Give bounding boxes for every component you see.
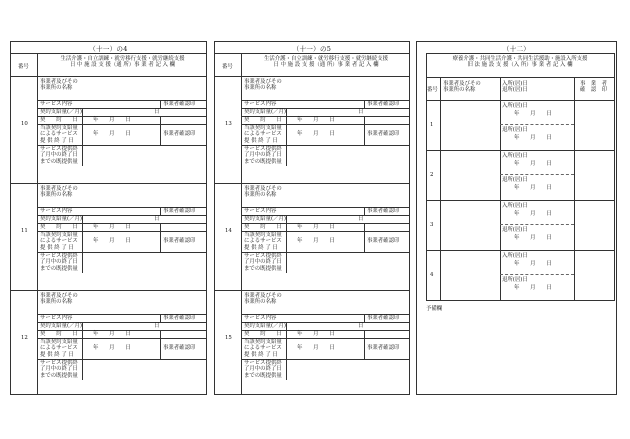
rule-line bbox=[160, 314, 161, 322]
row-number: 15 bbox=[225, 335, 232, 341]
right-panel bbox=[416, 41, 617, 395]
confirm-label: 事業者確認印 bbox=[163, 238, 196, 244]
rule-line bbox=[286, 108, 287, 116]
rule-line bbox=[214, 76, 410, 77]
day-unit: 日 bbox=[358, 109, 364, 115]
entry-in-label: 入所(居)日 bbox=[502, 253, 528, 259]
rule-line bbox=[286, 252, 287, 273]
entry-out-label: 退所(居)日 bbox=[502, 277, 528, 283]
service-label: サービス内容 bbox=[244, 315, 277, 321]
end-date-value: 年 月 日 bbox=[297, 238, 335, 244]
right-col-provider: 事業者及びその 事業所の名称 bbox=[443, 81, 481, 94]
contract-date-label: 契 約 日 bbox=[244, 224, 282, 230]
day-unit: 日 bbox=[358, 216, 364, 222]
rule-line bbox=[364, 223, 365, 231]
rule-line bbox=[160, 100, 161, 108]
confirm-label: 事業者確認印 bbox=[367, 238, 400, 244]
dashed-divider bbox=[500, 224, 574, 225]
contract-date-value: 年 月 日 bbox=[297, 117, 335, 123]
rule-line bbox=[364, 314, 365, 322]
rule-line bbox=[160, 330, 161, 338]
rule-line bbox=[440, 77, 441, 301]
left-panel-subtitle: （十一）の4 bbox=[89, 45, 128, 53]
rule-line bbox=[10, 76, 207, 77]
col-number-header: 番号 bbox=[18, 64, 29, 70]
rule-line bbox=[500, 77, 501, 301]
rule-line bbox=[160, 338, 161, 359]
entry-in-label: 入所(居)日 bbox=[502, 203, 528, 209]
rule-line bbox=[286, 322, 287, 330]
confirm-label: 事業者確認印 bbox=[163, 101, 196, 107]
row-number: 11 bbox=[21, 228, 28, 234]
row-number: 10 bbox=[21, 121, 28, 127]
rule-line bbox=[286, 223, 287, 231]
right-row-number: 1 bbox=[430, 122, 434, 128]
rule-line bbox=[574, 77, 575, 301]
right-row-number: 4 bbox=[430, 272, 434, 278]
middle-panel-subtitle: （十一）の5 bbox=[292, 45, 332, 53]
rule-line bbox=[82, 252, 83, 273]
rule-line bbox=[82, 108, 83, 116]
confirm-label: 事業者確認印 bbox=[367, 101, 400, 107]
provider-label: 事業者及びその 事業所の名称 bbox=[40, 186, 78, 199]
entry-in-label: 入所(居)日 bbox=[502, 103, 528, 109]
column-header: 生活介護・自立訓練・就労移行支援・就労継続支援 日 中 施 設 支 援（通 所）事 業 者 記 入 欄 bbox=[264, 56, 388, 69]
right-col-dates: 入所(居)日 退所(居)日 bbox=[502, 81, 528, 94]
right-row-number: 3 bbox=[430, 222, 434, 228]
row-number: 14 bbox=[225, 228, 232, 234]
entry-in-date: 年 月 日 bbox=[514, 111, 552, 117]
contract-date-label: 契 約 日 bbox=[244, 117, 282, 123]
confirm-label: 事業者確認印 bbox=[367, 345, 400, 351]
end-date-value: 年 月 日 bbox=[297, 131, 335, 137]
rule-line bbox=[364, 100, 365, 108]
end-date-value: 年 月 日 bbox=[93, 131, 131, 137]
entry-out-label: 退所(居)日 bbox=[502, 177, 528, 183]
rule-line bbox=[10, 183, 207, 184]
service-label: サービス内容 bbox=[244, 208, 277, 214]
rule-line bbox=[214, 183, 410, 184]
col-number-header: 番号 bbox=[222, 64, 233, 70]
contract-amount-label: 契約支給量(／月) bbox=[244, 109, 286, 115]
contract-date-label: 契 約 日 bbox=[40, 331, 78, 337]
used-amount-label: サービス提供終 了月中の終了日 までの既提供量 bbox=[40, 360, 78, 379]
day-unit: 日 bbox=[154, 323, 160, 329]
confirm-label: 事業者確認印 bbox=[367, 208, 400, 214]
contract-date-value: 年 月 日 bbox=[93, 117, 131, 123]
rule-line bbox=[426, 77, 614, 78]
contract-date-label: 契 約 日 bbox=[40, 224, 78, 230]
rule-line bbox=[160, 124, 161, 145]
confirm-label: 事業者確認印 bbox=[367, 131, 400, 137]
service-label: サービス内容 bbox=[40, 208, 73, 214]
contract-amount-label: 契約支給量(／月) bbox=[40, 109, 82, 115]
rule-line bbox=[37, 53, 38, 395]
rule-line bbox=[82, 338, 83, 359]
rule-line bbox=[82, 124, 83, 145]
entry-in-date: 年 月 日 bbox=[514, 211, 552, 217]
rule-line bbox=[82, 231, 83, 252]
contract-date-value: 年 月 日 bbox=[93, 224, 131, 230]
service-label: サービス内容 bbox=[244, 101, 277, 107]
end-date-value: 年 月 日 bbox=[93, 345, 131, 351]
rule-line bbox=[286, 231, 287, 252]
rule-line bbox=[286, 124, 287, 145]
right-row-number: 2 bbox=[430, 172, 434, 178]
confirm-label: 事業者確認印 bbox=[163, 315, 196, 321]
entry-out-date: 年 月 日 bbox=[514, 185, 552, 191]
rule-line bbox=[426, 200, 614, 201]
contract-amount-label: 契約支給量(／月) bbox=[40, 323, 82, 329]
confirm-label: 事業者確認印 bbox=[367, 315, 400, 321]
dashed-divider bbox=[500, 124, 574, 125]
rule-line bbox=[426, 250, 614, 251]
used-amount-label: サービス提供終 了月中の終了日 までの既提供量 bbox=[40, 253, 78, 272]
row-number: 13 bbox=[225, 121, 232, 127]
contract-amount-label: 契約支給量(／月) bbox=[244, 216, 286, 222]
end-date-label: 当該契約支給量 によるサービス 提 供 終 了 日 bbox=[244, 339, 282, 358]
contract-date-value: 年 月 日 bbox=[93, 331, 131, 337]
end-date-value: 年 月 日 bbox=[297, 345, 335, 351]
used-amount-label: サービス提供終 了月中の終了日 までの既提供量 bbox=[40, 146, 78, 165]
day-unit: 日 bbox=[154, 216, 160, 222]
day-unit: 日 bbox=[154, 109, 160, 115]
rule-line bbox=[82, 215, 83, 223]
rule-line bbox=[160, 116, 161, 124]
rule-line bbox=[82, 359, 83, 380]
rule-line bbox=[364, 207, 365, 215]
rule-line bbox=[426, 53, 614, 54]
rule-line bbox=[82, 116, 83, 124]
rule-line bbox=[241, 53, 242, 395]
rule-line bbox=[82, 145, 83, 166]
rule-line bbox=[364, 338, 365, 359]
rule-line bbox=[364, 116, 365, 124]
rule-line bbox=[82, 330, 83, 338]
end-date-label: 当該契約支給量 によるサービス 提 供 終 了 日 bbox=[244, 232, 282, 251]
rule-line bbox=[426, 100, 614, 101]
rule-line bbox=[286, 359, 287, 380]
end-date-label: 当該契約支給量 によるサービス 提 供 終 了 日 bbox=[40, 125, 78, 144]
service-label: サービス内容 bbox=[40, 101, 73, 107]
rule-line bbox=[160, 231, 161, 252]
end-date-value: 年 月 日 bbox=[93, 238, 131, 244]
entry-in-date: 年 月 日 bbox=[514, 161, 552, 167]
used-amount-label: サービス提供終 了月中の終了日 までの既提供量 bbox=[244, 253, 282, 272]
right-column-header: 療養介護・共同生活介護・共同生活援助・施設入所支援 旧 法 施 設 支 援（入 所）事 業 者 記 入 欄 bbox=[452, 56, 588, 69]
rule-line bbox=[214, 53, 410, 54]
end-date-label: 当該契約支給量 によるサービス 提 供 終 了 日 bbox=[40, 339, 78, 358]
end-date-label: 当該契約支給量 によるサービス 提 供 終 了 日 bbox=[244, 125, 282, 144]
confirm-label: 事業者確認印 bbox=[163, 131, 196, 137]
right-col-confirm: 事 業 者 確 認 印 bbox=[580, 81, 607, 94]
entry-out-date: 年 月 日 bbox=[514, 285, 552, 291]
column-header: 生活介護・自立訓練・就労移行支援・就労継続支援 日 中 施 設 支 援（通 所）事 業 者 記 入 欄 bbox=[60, 56, 185, 69]
contract-date-label: 契 約 日 bbox=[244, 331, 282, 337]
rule-line bbox=[10, 53, 207, 54]
entry-out-label: 退所(居)日 bbox=[502, 127, 528, 133]
rule-line bbox=[364, 124, 365, 145]
rule-line bbox=[364, 231, 365, 252]
rule-line bbox=[426, 150, 614, 151]
rule-line bbox=[286, 116, 287, 124]
confirm-label: 事業者確認印 bbox=[163, 345, 196, 351]
rule-line bbox=[286, 215, 287, 223]
dashed-divider bbox=[500, 274, 574, 275]
used-amount-label: サービス提供終 了月中の終了日 までの既提供量 bbox=[244, 146, 282, 165]
entry-out-date: 年 月 日 bbox=[514, 235, 552, 241]
provider-label: 事業者及びその 事業所の名称 bbox=[244, 293, 282, 306]
rule-line bbox=[286, 338, 287, 359]
provider-label: 事業者及びその 事業所の名称 bbox=[40, 293, 78, 306]
contract-date-value: 年 月 日 bbox=[297, 331, 335, 337]
rule-line bbox=[364, 330, 365, 338]
rule-line bbox=[426, 300, 614, 301]
contract-date-value: 年 月 日 bbox=[297, 224, 335, 230]
rule-line bbox=[614, 53, 615, 301]
end-date-label: 当該契約支給量 によるサービス 提 供 終 了 日 bbox=[40, 232, 78, 251]
rule-line bbox=[286, 330, 287, 338]
provider-label: 事業者及びその 事業所の名称 bbox=[244, 186, 282, 199]
service-label: サービス内容 bbox=[40, 315, 73, 321]
rule-line bbox=[160, 207, 161, 215]
rule-line bbox=[82, 223, 83, 231]
contract-amount-label: 契約支給量(／月) bbox=[40, 216, 82, 222]
entry-out-label: 退所(居)日 bbox=[502, 227, 528, 233]
provider-label: 事業者及びその 事業所の名称 bbox=[244, 79, 282, 92]
right-col-number: 番号 bbox=[427, 87, 438, 93]
entry-in-date: 年 月 日 bbox=[514, 261, 552, 267]
rule-line bbox=[82, 322, 83, 330]
confirm-label: 事業者確認印 bbox=[163, 208, 196, 214]
row-number: 12 bbox=[21, 335, 28, 341]
provider-label: 事業者及びその 事業所の名称 bbox=[40, 79, 78, 92]
entry-in-label: 入所(居)日 bbox=[502, 153, 528, 159]
rule-line bbox=[214, 290, 410, 291]
dashed-divider bbox=[500, 174, 574, 175]
right-panel-subtitle: （十二） bbox=[502, 45, 531, 53]
rule-line bbox=[286, 145, 287, 166]
rule-line bbox=[160, 223, 161, 231]
rule-line bbox=[10, 290, 207, 291]
contract-date-label: 契 約 日 bbox=[40, 117, 78, 123]
day-unit: 日 bbox=[358, 323, 364, 329]
contract-amount-label: 契約支給量(／月) bbox=[244, 323, 286, 329]
entry-out-date: 年 月 日 bbox=[514, 135, 552, 141]
used-amount-label: サービス提供終 了月中の終了日 までの既提供量 bbox=[244, 360, 282, 379]
remarks-label: 予備欄 bbox=[426, 306, 443, 312]
